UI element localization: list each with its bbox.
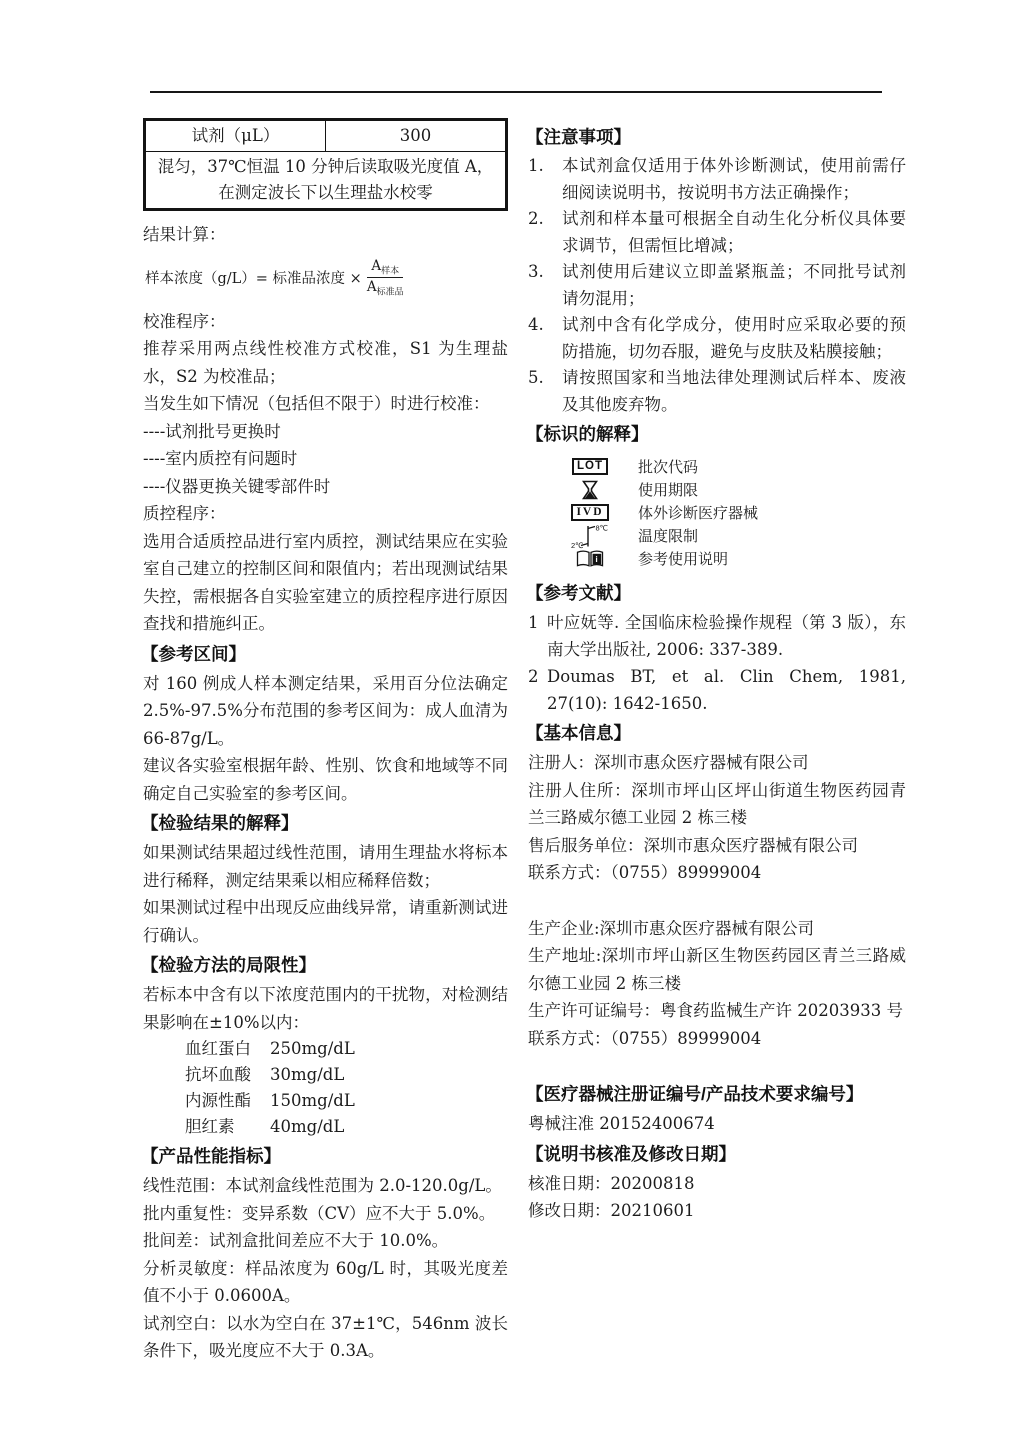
symbol-label: 体外诊断医疗器械 (638, 504, 759, 522)
interferent-row (185, 1088, 508, 1114)
precaution-item (528, 153, 906, 206)
precaution-text: 试剂中含有化学成分，使用时应采取必要的预防措施，切勿吞服，避免与皮肤及粘膜接触； (562, 315, 906, 361)
precaution-item (528, 312, 906, 365)
precaution-text: 试剂和样本量可根据全自动生化分析仪具体要求调节，但需恒比增减； (562, 209, 906, 255)
result-calc-label: 结果计算： (143, 225, 226, 244)
section-heading-result-interpretation: 【检验结果的解释】 (141, 813, 299, 834)
precaution-text: 试剂使用后建议立即盖紧瓶盖；不同批号试剂请勿混用； (562, 262, 906, 308)
paragraph: 线性范围：本试剂盒线性范围为 2.0-120.0g/L。 (143, 1176, 502, 1196)
result-formula (145, 258, 508, 298)
section-heading-symbols: 【标识的解释】 (526, 424, 649, 444)
calibration-line: ----仪器更换关键零部件时 (143, 476, 331, 496)
symbols-legend (568, 455, 906, 570)
paragraph: 建议各实验室根据年龄、性别、饮食和地域等不同确定自己实验室的参考区间。 (143, 756, 508, 803)
right-column (528, 121, 906, 1225)
contact-line: 联系方式：（0755）89999004 (528, 863, 762, 882)
section-heading-precautions: 【注意事项】 (526, 127, 631, 147)
numerator-base: A (371, 257, 382, 274)
after-sales-line: 售后服务单位：深圳市惠众医疗器械有限公司 (528, 835, 858, 855)
calibration-line: ----室内质控有问题时 (143, 449, 298, 469)
reference-text: 叶应妩等. 全国临床检验操作规程（第 3 版），东南大学出版社, 2006: 337-389. (547, 613, 906, 659)
symbol-label: 参考使用说明 (638, 550, 729, 568)
symbol-row (568, 455, 906, 478)
ivd-icon (568, 504, 612, 521)
page-top-rule (150, 91, 882, 93)
registrant-line: 注册人：深圳市惠众医疗器械有限公司 (528, 753, 809, 772)
paragraph: 试剂空白：以水为空白在 37±1℃，546nm 波长条件下，吸光度应不大于 0.3A。 (143, 1313, 508, 1361)
revision-date-line: 修改日期：20210601 (528, 1201, 695, 1220)
symbol-label: 使用期限 (638, 481, 699, 499)
interferent-value: 250mg/dL (270, 1039, 355, 1059)
paragraph: 批内重复性：变异系数（CV）应不大于 5.0%。 (143, 1203, 496, 1223)
interferent-name: 内源性酯 (185, 1091, 251, 1111)
temp-low-label: 2℃ (571, 540, 584, 549)
numerator-subscript: 样本 (381, 266, 400, 277)
precaution-number: 3. (528, 262, 544, 281)
reference-number: 1 (528, 613, 539, 632)
calibration-line: 质控程序： (143, 504, 226, 524)
left-column (143, 118, 508, 1365)
formula-denominator (367, 278, 404, 298)
symbol-row (568, 547, 906, 570)
reference-number: 2 (528, 667, 539, 686)
symbol-row (568, 478, 906, 501)
section-heading-method-limitations: 【检验方法的局限性】 (141, 955, 316, 976)
interferent-row (185, 1062, 508, 1088)
temp-high-label: 8℃ (595, 523, 609, 532)
manufacturing-address-line: 生产地址:深圳市坪山新区生物医药园区青兰三路威尔德工业园 2 栋三楼 (528, 946, 906, 993)
precaution-text: 本试剂盒仅适用于体外诊断测试，使用前需仔细阅读说明书，按说明书方法正确操作； (562, 156, 906, 202)
reference-item (528, 663, 906, 717)
calibration-line: 选用合适质控品进行室内质控，测试结果应在实验室自己建立的控制区间和限值内；若出现测试结果失控，需根据各自实验室建立的质控程序进行原因查找和措施纠正。 (143, 531, 508, 634)
interferent-name: 胆红素 (185, 1117, 235, 1137)
table-row (145, 120, 507, 152)
ivd-box-text: IVD (571, 504, 608, 521)
precaution-number: 4. (528, 315, 544, 334)
precaution-item (528, 206, 906, 259)
paragraph: 如果测试过程中出现反应曲线异常，请重新测试进行确认。 (143, 898, 508, 945)
symbol-row (568, 501, 906, 524)
procedure-note-cell: 混匀，37℃恒温 10 分钟后读取吸光度值 A，在测定波长下以生理盐水校零 (145, 152, 507, 210)
interferent-value: 30mg/dL (270, 1065, 345, 1085)
formula-prefix: 样本浓度（g/L）= 标准品浓度 × (145, 271, 362, 288)
precaution-number: 2. (528, 209, 544, 228)
spacer (528, 1052, 906, 1078)
section-heading-registration-number: 【医疗器械注册证编号/产品技术要求编号】 (526, 1084, 864, 1104)
paragraph: 对 160 例成人样本测定结果，采用百分位法确定 2.5%-97.5%分布范围的参考区间为：成人血清为 66-87g/L。 (143, 673, 508, 748)
production-license-line: 生产许可证编号：粤食药监械生产许 20203933 号 (528, 1001, 903, 1020)
info-glyph: i (595, 553, 598, 564)
reagent-value-cell: 300 (326, 120, 507, 152)
reference-text: Doumas BT, et al. Clin Chem, 1981, 27(10): 1642-1650. (547, 667, 906, 713)
temperature-limit-icon (568, 523, 612, 549)
precaution-item (528, 365, 906, 418)
contact-line: 联系方式：（0755）89999004 (528, 1028, 762, 1048)
section-heading-performance: 【产品性能指标】 (141, 1146, 281, 1167)
registrant-address-line: 注册人住所：深圳市坪山区坪山街道生物医药园青兰三路威尔德工业园 2 栋三楼 (528, 780, 906, 827)
precaution-item (528, 259, 906, 312)
precaution-text: 请按照国家和当地法律处理测试后样本、废液及其他废弃物。 (562, 368, 906, 414)
registration-number: 粤械注准 20152400674 (528, 1114, 715, 1133)
interferent-value: 150mg/dL (270, 1091, 355, 1111)
interferent-name: 抗坏血酸 (185, 1065, 251, 1085)
section-heading-revision-dates: 【说明书核准及修改日期】 (526, 1143, 736, 1164)
section-heading-references: 【参考文献】 (526, 583, 631, 603)
section-heading-reference-interval: 【参考区间】 (141, 643, 246, 664)
lot-box-text: LOT (572, 458, 608, 475)
reagent-label-cell: 试剂（μL） (145, 120, 326, 152)
manufacturer-line: 生产企业:深圳市惠众医疗器械有限公司 (528, 918, 815, 938)
interferent-row (185, 1036, 508, 1062)
calibration-line: ----试剂批号更换时 (143, 421, 281, 441)
denominator-base: A (366, 279, 377, 296)
denominator-subscript: 标准品 (376, 287, 404, 298)
lot-icon (568, 458, 612, 475)
paragraph: 批间差：试剂盒批间差应不大于 10.0%。 (143, 1231, 449, 1251)
calibration-line: 推荐采用两点线性校准方式校准，S1 为生理盐水，S2 为校准品； (143, 339, 508, 386)
paragraph: 分析灵敏度：样品浓度为 60g/L 时，其吸光度差值不小于 0.0600A。 (143, 1258, 508, 1306)
calibration-line: 校准程序： (143, 311, 226, 331)
interferent-row (185, 1114, 508, 1140)
formula-fraction (367, 258, 404, 298)
interferent-name: 血红蛋白 (185, 1039, 251, 1059)
precaution-number: 5. (528, 368, 544, 387)
calibration-line: 当发生如下情况（包括但不限于）时进行校准： (143, 394, 490, 414)
procedure-table (143, 118, 508, 211)
approval-date-line: 核准日期：20200818 (528, 1173, 695, 1193)
symbol-row (568, 524, 906, 547)
paragraph: 如果测试结果超过线性范围，请用生理盐水将标本进行稀释，测定结果乘以相应稀释倍数； (143, 843, 508, 890)
symbol-label: 批次代码 (638, 458, 699, 476)
reference-item (528, 609, 906, 663)
formula-numerator (367, 258, 403, 279)
spacer (528, 887, 906, 915)
consult-instructions-icon (568, 549, 612, 569)
interferent-value: 40mg/dL (270, 1117, 345, 1137)
precaution-number: 1. (528, 156, 544, 175)
symbol-label: 温度限制 (638, 527, 699, 545)
hourglass-icon (568, 480, 612, 500)
paragraph: 若标本中含有以下浓度范围内的干扰物，对检测结果影响在±10%以内： (143, 985, 508, 1032)
table-row (145, 152, 507, 210)
section-heading-basic-info: 【基本信息】 (526, 723, 631, 743)
